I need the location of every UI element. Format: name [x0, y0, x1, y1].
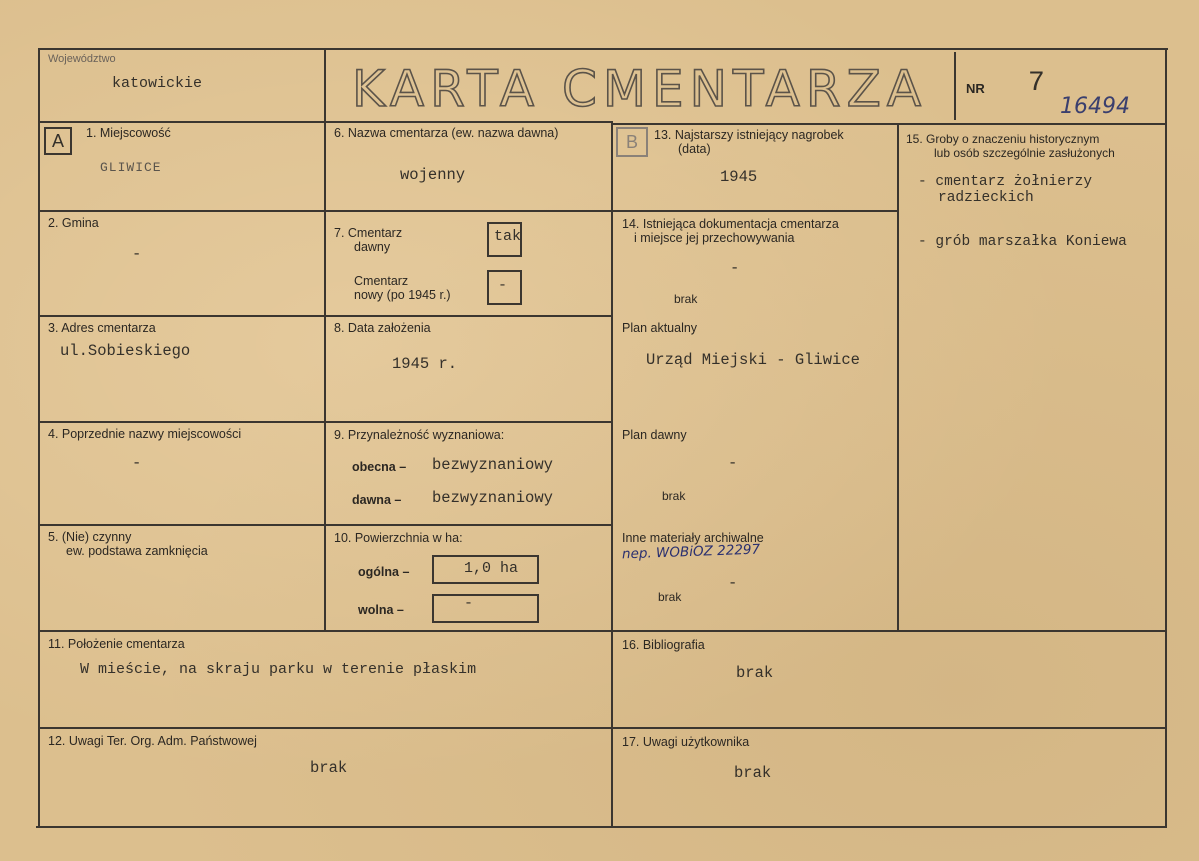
field-9-label: 9. Przynależność wyznaniowa:	[334, 428, 505, 442]
other-materials-dash: -	[728, 574, 738, 592]
col-divider-a	[324, 121, 326, 631]
field-15-item-2: - grób marszałka Koniewa	[918, 234, 1127, 250]
field-15-item-1-cont: radzieckich	[938, 190, 1034, 206]
row-line-1b	[612, 210, 898, 212]
header-bottom-right	[612, 123, 1165, 125]
field-1-value: GLIWICE	[100, 160, 162, 175]
section-b-badge: B	[616, 127, 648, 157]
field-8-value: 1945 r.	[392, 355, 458, 373]
field-11-label: 11. Położenie cmentarza	[48, 637, 185, 651]
field-15-item-1: - cmentarz żołnierzy	[918, 174, 1093, 190]
frame-right	[1165, 48, 1167, 828]
field-3-value: ul.Sobieskiego	[60, 342, 191, 360]
field-9-current-label: obecna –	[352, 460, 407, 474]
section-a-badge: A	[44, 127, 72, 155]
field-1-label: 1. Miejscowość	[86, 126, 171, 140]
row-line-2	[38, 315, 612, 317]
field-15-sublabel: lub osób szczególnie zasłużonych	[934, 146, 1115, 160]
row-line-5	[38, 630, 1166, 632]
field-14-note: brak	[674, 292, 698, 306]
field-13-sublabel: (data)	[678, 142, 711, 156]
field-7-new-label: Cmentarz	[354, 274, 409, 288]
row-line-4	[38, 524, 612, 526]
field-8-label: 8. Data założenia	[334, 321, 431, 335]
field-7-new-sublabel: nowy (po 1945 r.)	[354, 288, 451, 302]
field-4-value: -	[132, 454, 142, 472]
field-9-former-value: bezwyznaniowy	[432, 489, 553, 507]
field-4-label: 4. Poprzednie nazwy miejscowości	[48, 427, 242, 441]
row-line-6	[38, 727, 1166, 729]
field-14-sublabel: i miejsce jej przechowywania	[634, 231, 795, 245]
header-divider-2	[954, 52, 956, 120]
field-7-old-label: 7. Cmentarz	[334, 226, 403, 240]
field-15-label: 15. Groby o znaczeniu historycznym	[906, 132, 1100, 146]
field-14-dash: -	[730, 259, 740, 277]
frame-top	[38, 48, 1168, 50]
field-12-label: 12. Uwagi Ter. Org. Adm. Państwowej	[48, 734, 257, 748]
nr-label: NR	[966, 81, 985, 96]
plan-old-label: Plan dawny	[622, 428, 687, 442]
field-7-old-box: tak	[487, 222, 522, 257]
field-7-old-sublabel: dawny	[354, 240, 391, 254]
header-divider-1	[324, 48, 326, 123]
field-17-value: brak	[734, 764, 772, 782]
field-3-label: 3. Adres cmentarza	[48, 321, 156, 335]
frame-bottom	[36, 826, 1166, 828]
field-17-label: 17. Uwagi użytkownika	[622, 735, 750, 749]
row-line-1	[38, 210, 612, 212]
plan-current-label: Plan aktualny	[622, 321, 698, 335]
frame-left	[38, 48, 40, 828]
other-materials-handwritten: nep. WOBiOZ 22297	[621, 541, 761, 563]
voivodeship-label: Województwo	[48, 53, 116, 65]
field-9-former-label: dawna –	[352, 493, 402, 507]
col-divider-c	[897, 123, 899, 631]
plan-old-dash: -	[728, 454, 738, 472]
field-2-label: 2. Gmina	[48, 216, 99, 230]
field-13-label: 13. Najstarszy istniejący nagrobek	[654, 128, 844, 142]
col-divider-b	[611, 121, 613, 828]
other-materials-label: Inne materiały archiwalne	[622, 531, 764, 545]
row-line-3	[38, 421, 612, 423]
field-10-total-box: 1,0 ha	[432, 555, 539, 584]
nr-value: 7	[1028, 68, 1045, 99]
field-10-label: 10. Powierzchnia w ha:	[334, 531, 463, 545]
field-7-new-box: -	[487, 270, 522, 305]
handwritten-number: 16494	[1060, 94, 1130, 119]
plan-current-value: Urząd Miejski - Gliwice	[646, 351, 860, 369]
field-14-label: 14. Istniejąca dokumentacja cmentarza	[622, 217, 839, 231]
field-10-free-label: wolna –	[358, 603, 404, 617]
field-10-total-label: ogólna –	[358, 565, 410, 579]
field-6-label: 6. Nazwa cmentarza (ew. nazwa dawna)	[334, 126, 559, 140]
card-title: KARTA CMENTARZA	[352, 60, 928, 118]
field-12-value: brak	[310, 759, 348, 777]
field-2-value: -	[132, 245, 142, 263]
field-13-value: 1945	[720, 168, 758, 186]
other-materials-note: brak	[658, 590, 682, 604]
field-5-sublabel: ew. podstawa zamknięcia	[66, 544, 208, 558]
field-6-value: wojenny	[400, 166, 466, 184]
field-5-label: 5. (Nie) czynny	[48, 530, 132, 544]
field-16-label: 16. Bibliografia	[622, 638, 705, 652]
field-16-value: brak	[736, 664, 774, 682]
plan-old-note: brak	[662, 489, 686, 503]
field-9-current-value: bezwyznaniowy	[432, 456, 553, 474]
field-11-value: W mieście, na skraju parku w terenie płaskim	[80, 661, 477, 678]
field-10-free-box: -	[432, 594, 539, 623]
voivodeship-value: katowickie	[112, 75, 203, 92]
